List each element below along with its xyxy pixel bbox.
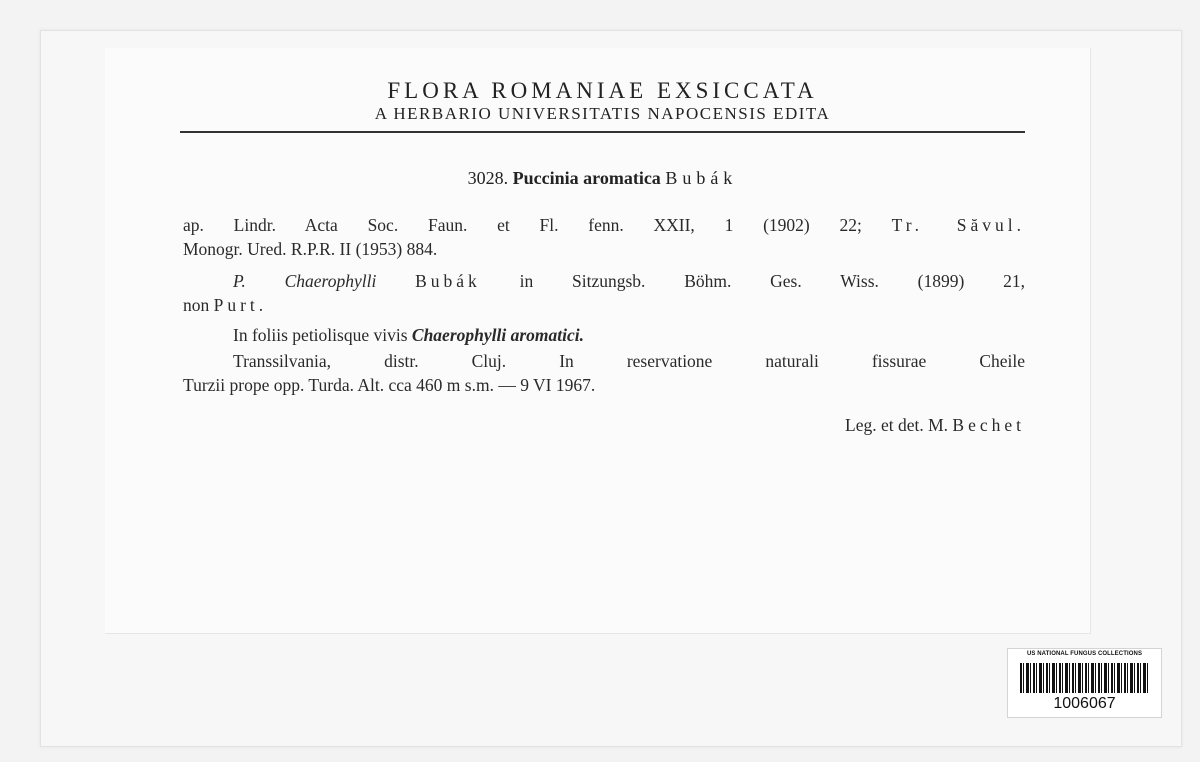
reference-line-2: Monogr. Ured. R.P.R. II (1953) 884. [183, 239, 438, 259]
synonym-non: non [183, 295, 214, 315]
synonym-author: Bubák [415, 271, 481, 291]
barcode-collection-name: US NATIONAL FUNGUS COLLECTIONS [1026, 651, 1143, 657]
synonym-citation: in Sitzungsb. Böhm. Ges. Wiss. (1899) 21, [480, 271, 1026, 291]
barcode-bars [1020, 663, 1150, 693]
collector-line [183, 414, 1025, 437]
synonym-non-author: Purt. [213, 295, 268, 315]
synonym-non-line [183, 294, 1025, 317]
synonym-name: P. Chaerophylli [233, 271, 377, 291]
synonym-line [183, 270, 1025, 293]
collector-prefix: Leg. et det. M. [845, 415, 953, 435]
barcode-number: 1006067 [1053, 695, 1116, 712]
habitat-host: Chaerophylli aromatici. [411, 325, 584, 345]
locality-line-1: Transsilvania, distr. Cluj. In reservatione naturali fissurae Cheile [233, 351, 1025, 371]
label-subtitle: A HERBARIO UNIVERSITATIS NAPOCENSIS EDITA [374, 104, 831, 123]
species-number: 3028. [467, 168, 509, 188]
reference-citation: ap. Lindr. Acta Soc. Faun. et Fl. fenn. XXII, 1 (1902) 22; [183, 215, 892, 235]
reference-line-1 [183, 214, 1025, 237]
habitat-line [183, 324, 1025, 347]
locality-line-2: Turzii prope opp. Turda. Alt. cca 460 m s.m. — 9 VI 1967. [183, 375, 596, 395]
collector-name: Bechet [952, 415, 1025, 435]
barcode-label [1007, 648, 1162, 718]
header-divider [180, 131, 1025, 133]
species-author: Bubák [665, 168, 738, 188]
species-name: Puccinia aromatica [512, 168, 661, 188]
reference-author: Tr. Săvul. [891, 215, 1025, 235]
label-title: FLORA ROMANIAE EXSICCATA [387, 78, 818, 103]
species-heading [180, 168, 1025, 189]
habitat-text: In foliis petiolisque vivis [233, 325, 412, 345]
